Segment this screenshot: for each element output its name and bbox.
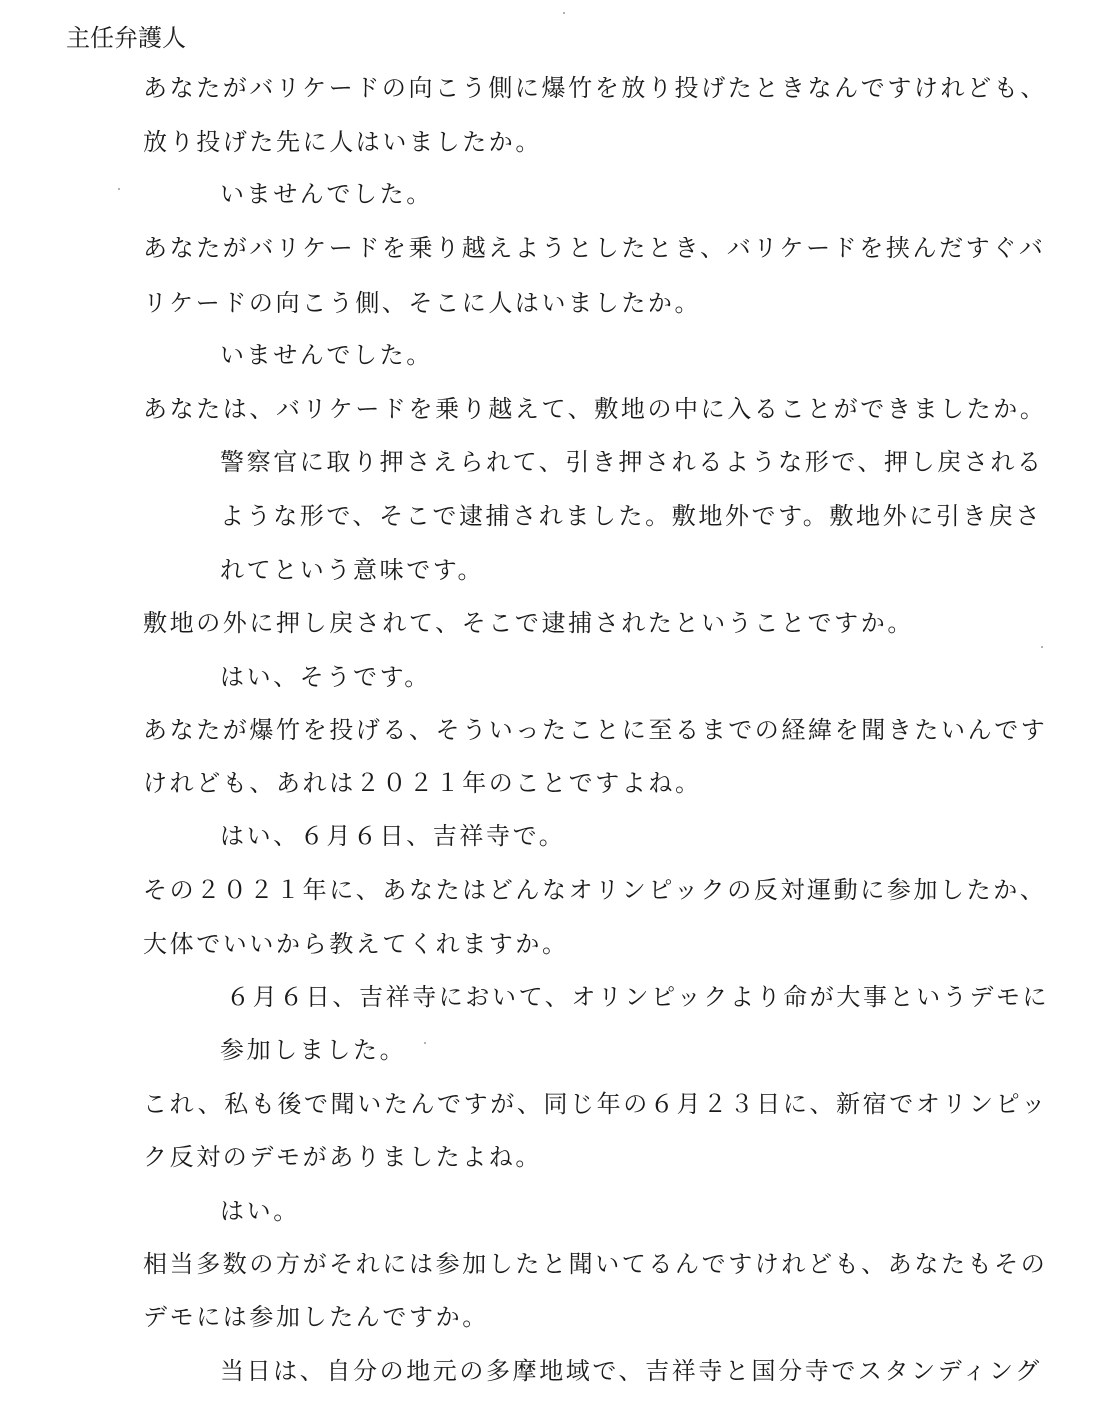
answer-line: はい、６月６日、吉祥寺で。 — [220, 822, 566, 850]
scan-speck — [563, 12, 565, 14]
answer-line: いませんでした。 — [220, 180, 433, 208]
question-line: ク反対のデモがありましたよね。 — [143, 1143, 542, 1171]
question-line: あなたが爆竹を投げる、そういったことに至るまでの経緯を聞きたいんです — [143, 716, 1048, 744]
question-line: あなたがバリケードを乗り越えようとしたとき、バリケードを挟んだすぐバ — [143, 234, 1046, 262]
question-line: デモには参加したんですか。 — [143, 1303, 489, 1331]
answer-line: 警察官に取り押さえられて、引き押されるような形で、押し戻される — [220, 448, 1044, 476]
question-line: けれども、あれは２０２１年のことですよね。 — [143, 769, 702, 797]
question-line: リケードの向こう側、そこに人はいましたか。 — [143, 289, 702, 317]
answer-line: ６月６日、吉祥寺において、オリンピックより命が大事というデモに — [226, 983, 1050, 1011]
question-line: これ、私も後で聞いたんですが、同じ年の６月２３日に、新宿でオリンピッ — [143, 1090, 1048, 1118]
question-line: その２０２１年に、あなたはどんなオリンピックの反対運動に参加したか、 — [143, 876, 1047, 904]
scan-speck — [1041, 646, 1043, 648]
scan-speck — [118, 188, 120, 190]
answer-line: いませんでした。 — [220, 341, 433, 369]
question-line: 敷地の外に押し戻されて、そこで逮捕されたということですか。 — [143, 609, 914, 637]
question-line: 放り投げた先に人はいましたか。 — [143, 128, 542, 156]
answer-line: ような形で、そこで逮捕されました。敷地外です。敷地外に引き戻さ — [220, 502, 1043, 530]
scan-speck — [424, 1042, 426, 1044]
speaker-label: 主任弁護人 — [66, 24, 186, 52]
answer-line: れてという意味です。 — [220, 556, 485, 584]
answer-line: 当日は、自分の地元の多摩地域で、吉祥寺と国分寺でスタンディング — [220, 1357, 1042, 1385]
question-line: 大体でいいから教えてくれますか。 — [143, 930, 569, 958]
answer-line: はい、そうです。 — [220, 663, 431, 691]
question-line: 相当多数の方がそれには参加したと聞いてるんですけれども、あなたもその — [143, 1250, 1048, 1278]
answer-line: 参加しました。 — [220, 1036, 407, 1064]
answer-line: はい。 — [220, 1197, 300, 1225]
question-line: あなたは、バリケードを乗り越えて、敷地の中に入ることができましたか。 — [143, 395, 1047, 423]
question-line: あなたがバリケードの向こう側に爆竹を放り投げたときなんですけれども、 — [143, 74, 1047, 102]
